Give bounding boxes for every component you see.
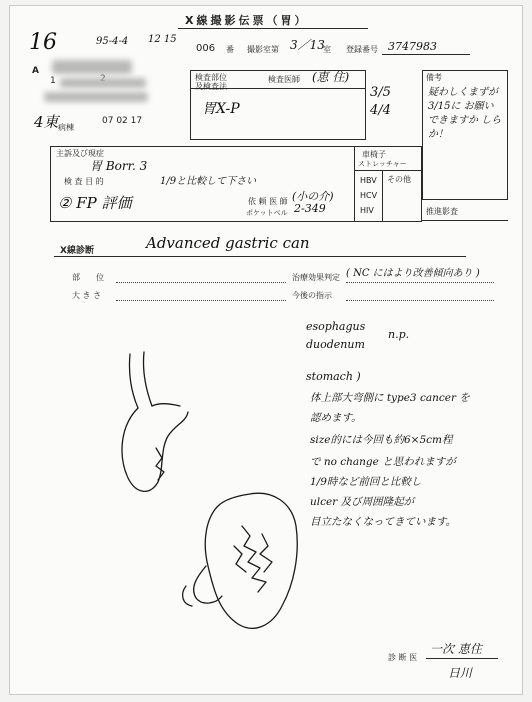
infection-hcv: HCV: [360, 191, 378, 200]
purpose-label: 検 査 目 的: [64, 177, 104, 186]
exam-time: 12 15: [148, 34, 177, 45]
finding-line-2: 認めます。: [310, 412, 362, 424]
finding-line-7: 目立たなくなってきています。: [310, 516, 457, 528]
registration-label: 登録番号: [346, 45, 378, 54]
site-value: 胃X-P: [202, 101, 240, 117]
film-number-label: 番: [226, 45, 234, 54]
registration-number: 3747983: [388, 40, 437, 53]
patient-mark-1: 1: [50, 76, 56, 86]
site-label-2: 及検査法: [195, 82, 227, 91]
finding-duodenum: duodenum: [306, 338, 365, 351]
recommended-label: 推進影査: [426, 207, 458, 216]
signature-label: 診 断 医: [388, 653, 418, 662]
size-label: 大 き さ: [72, 291, 102, 300]
site-label-1: 検査部位: [195, 73, 227, 82]
room-number: 3／13: [290, 38, 325, 52]
signature-second: 日川: [448, 666, 473, 680]
transport-label-1: 車椅子: [362, 150, 386, 159]
signature-underline: [426, 658, 498, 659]
doctor-name: (恵 住): [312, 70, 350, 84]
complaint-label: 主訴及び現症: [56, 149, 104, 158]
infection-hbv: HBV: [360, 176, 377, 185]
finding-line-1: 体上部大弯側に type3 cancer を: [310, 392, 470, 404]
xray-request-form: [9, 5, 523, 695]
signature-name: 一次 恵住: [430, 642, 482, 656]
other-label: その他: [387, 175, 411, 184]
diagnosis-value: Advanced gastric can: [146, 234, 310, 252]
instruction-label: 今後の指示: [292, 291, 332, 300]
pager-number: 2-349: [294, 202, 326, 215]
exam-side-note: 3/5 4/4: [370, 85, 391, 118]
diagnosis-label: X線診断: [60, 246, 94, 256]
site-label: 部 位: [72, 273, 104, 282]
exam-date: 95-4-4: [96, 36, 129, 47]
purpose-note: 1/9と比較して下さい: [160, 176, 257, 187]
ward-label: 病棟: [58, 123, 74, 132]
treatment-value: ( NC にはより改善傾向あり ): [346, 268, 480, 279]
finding-np: n.p.: [388, 328, 410, 341]
remarks-note: 疑わしくまずが 3/15に お願い できますか しらか！: [428, 87, 502, 140]
finding-stomach: stomach ): [306, 370, 361, 383]
room-label: 撮影室第: [247, 45, 279, 54]
room-suffix: 室: [323, 45, 331, 54]
doctor-label: 検査医師: [268, 75, 300, 84]
pager-label: ポケットベル: [246, 209, 288, 217]
finding-line-3: size的には今回も約6×5cm程: [310, 434, 453, 446]
finding-line-6: ulcer 及び周囲隆起が: [310, 496, 415, 508]
stomach-sketch: [10, 6, 524, 696]
finding-line-4: で no change と思われますが: [310, 456, 456, 468]
complaint-value: 胃 Borr. 3: [90, 159, 148, 173]
remarks-label: 備考: [426, 73, 442, 82]
finding-esophagus: esophagus: [306, 320, 366, 333]
requesting-doctor-name: (小の介): [292, 190, 334, 203]
finding-line-5: 1/9時など前回と比較し: [310, 476, 422, 488]
transport-label-2: ストレッチャー: [358, 160, 407, 168]
treatment-label: 治療効果判定: [292, 273, 340, 282]
form-title: X線撮影伝票（胃）: [185, 14, 309, 27]
corner-number: 16: [29, 30, 57, 55]
purpose-value: ② FP 評価: [58, 194, 132, 212]
patient-mark-a: A: [32, 66, 39, 76]
film-number: 006: [196, 43, 216, 54]
ward-name: 4東: [34, 113, 59, 131]
infection-hiv: HIV: [360, 206, 374, 215]
date-code: 07 02 17: [102, 116, 143, 126]
requesting-doctor-label: 依 頼 医 師: [248, 197, 288, 206]
